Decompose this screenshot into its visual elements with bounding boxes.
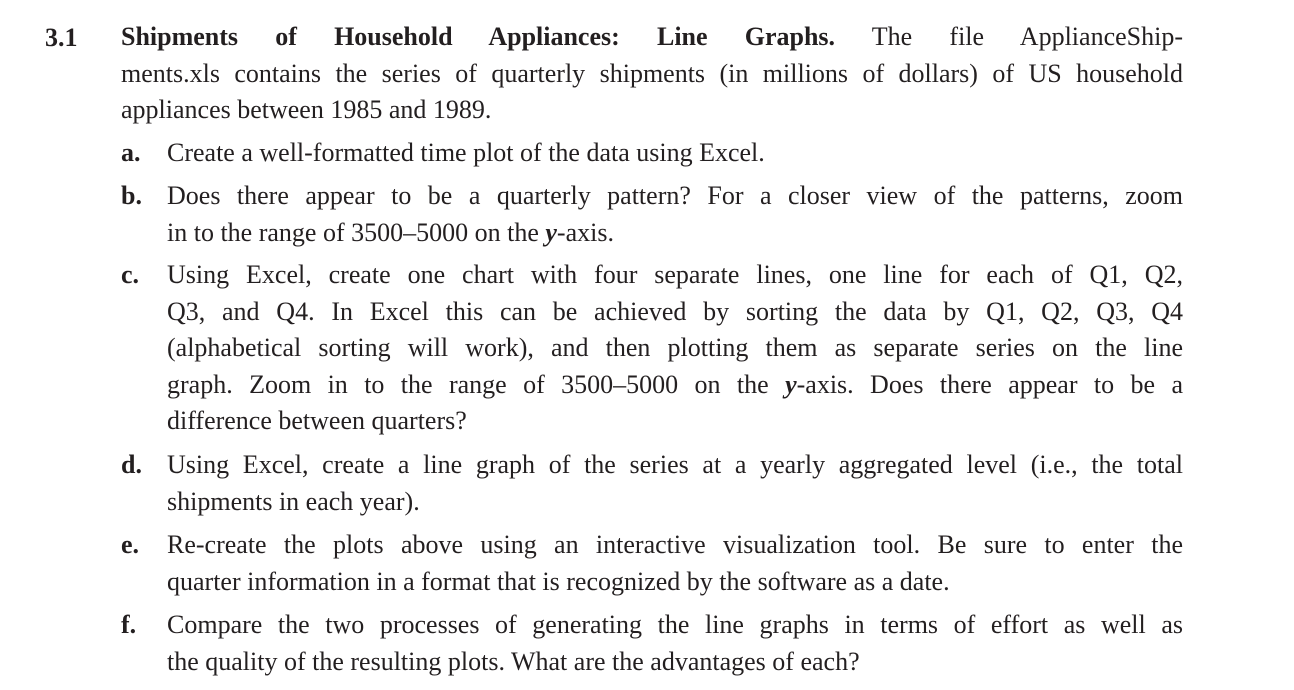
text-line — [167, 447, 1183, 484]
text-line — [167, 135, 1183, 172]
text-line — [167, 644, 1183, 681]
emphasis-text: y — [545, 217, 557, 247]
problem-item-d — [121, 447, 1183, 520]
text-segment: shipments in each year). — [167, 486, 420, 516]
text-segment: in to the range of 3500–5000 on the — [167, 217, 546, 247]
text-segment: appliances between 1985 and 1989. — [121, 95, 492, 124]
text-segment: The file ApplianceShip- — [835, 22, 1183, 51]
text-segment: Compare the two processes of generating the line graphs in terms of effort as well as — [167, 610, 1183, 639]
item-label: b. — [121, 181, 142, 210]
text-segment: Q3, and Q4. In Excel this can be achieved by sorting the data by Q1, Q2, Q3, Q4 — [167, 296, 1183, 326]
text-line — [167, 257, 1183, 294]
text-segment: -axis. — [556, 217, 614, 247]
text-line — [167, 367, 1183, 404]
text-line — [167, 178, 1183, 215]
text-segment: Re-create the plots above using an interactive visualization tool. Be sure to enter the — [167, 530, 1183, 559]
text-line — [121, 19, 1183, 56]
text-line — [167, 607, 1183, 644]
item-label: f. — [121, 610, 137, 639]
emphasis-text: y — [785, 369, 797, 399]
emphasis-text: Shipments of Household Appliances: Line Graphs. — [121, 22, 836, 51]
text-line — [121, 92, 1183, 129]
text-line — [167, 564, 1183, 601]
text-segment: Using Excel, create a line graph of the series at a yearly aggregated level (i.e., the total — [167, 450, 1183, 479]
problem-intro — [121, 19, 1183, 129]
problem-item-c — [121, 257, 1183, 440]
item-label: d. — [121, 450, 142, 479]
item-text — [167, 257, 1183, 440]
text-segment: (alphabetical sorting will work), and then plotting them as separate series on the line — [167, 333, 1183, 362]
text-line — [167, 294, 1183, 331]
text-line — [167, 484, 1183, 521]
problem-item-b — [121, 178, 1183, 251]
item-text — [167, 607, 1183, 680]
item-label: c. — [121, 260, 140, 289]
problem-item-a — [121, 135, 1183, 172]
text-line — [167, 403, 1183, 440]
text-segment: Create a well-formatted time plot of the data using Excel. — [167, 138, 765, 167]
item-label: e. — [121, 530, 140, 559]
item-text — [167, 527, 1183, 600]
text-segment: difference between quarters? — [167, 406, 467, 435]
text-segment: the quality of the resulting plots. What are the advantages of each? — [167, 646, 860, 676]
text-segment: Using Excel, create one chart with four separate lines, one line for each of Q1, Q2, — [167, 260, 1183, 289]
text-line — [167, 330, 1183, 367]
problem-number: 3.1 — [45, 23, 78, 52]
text-segment: graph. Zoom in to the range of 3500–5000 on the — [167, 369, 786, 399]
item-label: a. — [121, 138, 141, 167]
problem-item-f — [121, 607, 1183, 680]
item-text — [167, 178, 1183, 251]
text-segment: ments.xls contains the series of quarterly shipments (in millions of dollars) of US household — [121, 58, 1183, 88]
text-line — [167, 527, 1183, 564]
problem-item-e — [121, 527, 1183, 600]
text-segment: -axis. Does there appear to be a — [796, 369, 1183, 399]
text-segment: quarter information in a format that is recognized by the software as a date. — [167, 566, 950, 596]
text-segment: Does there appear to be a quarterly pattern? For a closer view of the patterns, zoom — [167, 181, 1183, 210]
text-line — [121, 56, 1183, 93]
item-text — [167, 135, 1183, 172]
text-line — [167, 215, 1183, 252]
item-text — [167, 447, 1183, 520]
